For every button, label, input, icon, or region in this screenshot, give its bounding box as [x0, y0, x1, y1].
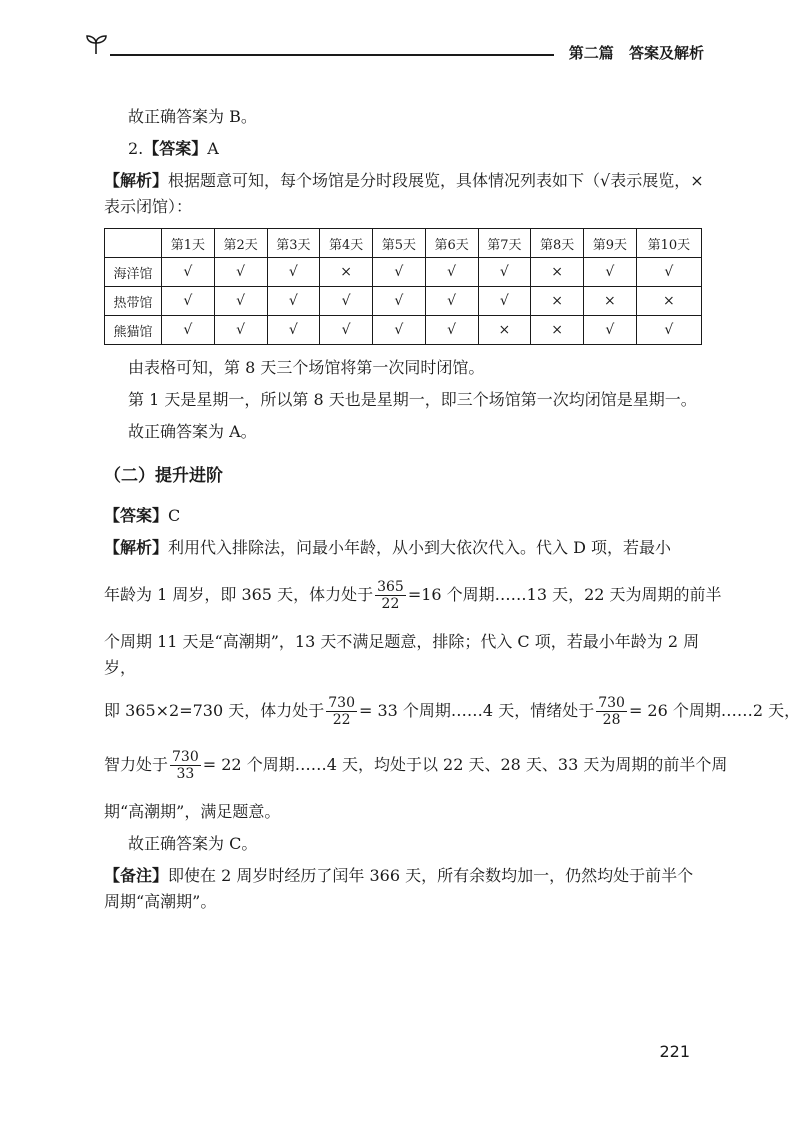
s2-conclusion: 故正确答案为 C。: [128, 834, 258, 853]
table-cell: √: [214, 316, 267, 345]
q2-answer-line: [104, 136, 704, 162]
q2-answer-value: A: [207, 139, 219, 158]
q2-analysis: [104, 168, 704, 220]
table-corner-cell: [105, 229, 162, 258]
text-run: 即 365×2=730 天，体力处于: [104, 701, 325, 720]
text-run: =16 个周期……13 天，22 天为周期的前半: [407, 585, 722, 604]
fraction-numerator: 730: [598, 695, 625, 711]
table-cell: ×: [636, 287, 701, 316]
s2-answer-tag: 【答案】: [104, 506, 169, 525]
column-header: 第9天: [584, 229, 637, 258]
text-run: 年龄为 1 周岁，即 365 天，体力处于: [104, 585, 374, 604]
column-header: 第5天: [373, 229, 426, 258]
header-title: 第二篇 答案及解析: [568, 44, 704, 62]
page-content: [104, 104, 800, 921]
s2-note: [104, 863, 704, 915]
s2-answer-value: C: [168, 506, 181, 525]
s2-analysis-tag: 【解析】: [104, 538, 169, 557]
table-cell: √: [214, 258, 267, 287]
table-cell: √: [162, 258, 215, 287]
q2-after-3: 故正确答案为 A。: [128, 422, 257, 441]
table-cell: √: [425, 258, 478, 287]
column-header: 第8天: [531, 229, 584, 258]
table-cell: √: [267, 316, 320, 345]
s2-answer-line: [104, 503, 704, 529]
table-cell: √: [636, 316, 701, 345]
table-cell: √: [320, 287, 373, 316]
table-cell: √: [584, 316, 637, 345]
column-header: 第4天: [320, 229, 373, 258]
fraction: [326, 695, 357, 728]
table-cell: ×: [320, 258, 373, 287]
q2-analysis-text: 根据题意可知，每个场馆是分时段展览，具体情况列表如下（√表示展览，× 表示闭馆）：: [104, 171, 704, 216]
fraction-numerator: 730: [328, 695, 355, 711]
table-cell: √: [267, 287, 320, 316]
table-cell: √: [214, 287, 267, 316]
header-rule: [110, 54, 554, 56]
column-header: 第2天: [214, 229, 267, 258]
q1-conclusion: 故正确答案为 B。: [128, 107, 257, 126]
table-cell: ×: [584, 287, 637, 316]
row-label: 海洋馆: [105, 258, 162, 287]
s2-note-tag: 【备注】: [104, 866, 169, 885]
q2-after-1: 由表格可知，第 8 天三个场馆将第一次同时闭馆。: [128, 358, 485, 377]
table-header-row: [105, 229, 702, 258]
q2-number: 2.: [128, 139, 144, 158]
table-cell: ×: [531, 258, 584, 287]
table-cell: √: [425, 316, 478, 345]
s2-analysis-intro-text: 利用代入排除法，问最小年龄，从小到大依次代入。代入 D 项，若最小: [168, 538, 672, 557]
column-header: 第7天: [478, 229, 531, 258]
table-cell: √: [478, 287, 531, 316]
page-header: [84, 30, 704, 70]
text-run: 智力处于: [104, 755, 169, 774]
fraction-denominator: 22: [332, 712, 351, 728]
s2-math-line-1: [104, 575, 722, 615]
q2-answer-tag: 【答案】: [143, 139, 208, 158]
table-row: [105, 287, 702, 316]
s2-math-line-4: [104, 745, 728, 785]
row-label: 热带馆: [105, 287, 162, 316]
table-cell: ×: [478, 316, 531, 345]
table-row: [105, 258, 702, 287]
table-cell: ×: [531, 316, 584, 345]
column-header: 第3天: [267, 229, 320, 258]
fraction: [375, 579, 406, 612]
q2-analysis-tag: 【解析】: [104, 171, 169, 190]
column-header: 第10天: [636, 229, 701, 258]
fraction: [170, 749, 201, 782]
fraction-numerator: 365: [377, 579, 404, 595]
s2-line-5: 期“高潮期”，满足题意。: [104, 802, 281, 821]
table-cell: √: [162, 287, 215, 316]
text-run: = 26 个周期……2 天，: [628, 701, 800, 720]
column-header: 第1天: [162, 229, 215, 258]
text-run: = 22 个周期……4 天，均处于以 22 天、28 天、33 天为周期的前半个周: [202, 755, 728, 774]
s2-note-text: 即使在 2 周岁时经历了闰年 366 天，所有余数均加一，仍然均处于前半个周期“高潮期”。: [104, 866, 694, 911]
table-cell: √: [267, 258, 320, 287]
table-cell: √: [478, 258, 531, 287]
table-cell: √: [162, 316, 215, 345]
fraction-denominator: 33: [176, 766, 195, 782]
table-cell: √: [425, 287, 478, 316]
table-row: [105, 316, 702, 345]
s2-line-2: 个周期 11 天是“高潮期”，13 天不满足题意，排除；代入 C 项，若最小年龄为 2 周岁，: [104, 632, 700, 677]
table-cell: √: [636, 258, 701, 287]
s2-analysis-intro: [104, 535, 704, 561]
q2-after-2: 第 1 天是星期一，所以第 8 天也是星期一，即三个场馆第一次均闭馆是星期一。: [128, 390, 697, 409]
table-cell: √: [373, 287, 426, 316]
fraction-denominator: 22: [381, 596, 400, 612]
column-header: 第6天: [425, 229, 478, 258]
fraction: [596, 695, 627, 728]
table-cell: √: [373, 316, 426, 345]
section-title: （二）提升进阶: [104, 466, 223, 486]
s2-math-line-3: [104, 691, 800, 731]
fraction-numerator: 730: [172, 749, 199, 765]
page-number: 221: [659, 1042, 690, 1061]
fraction-denominator: 28: [602, 712, 621, 728]
sprout-icon: [84, 34, 110, 56]
table-cell: √: [373, 258, 426, 287]
schedule-table: [104, 228, 702, 345]
row-label: 熊猫馆: [105, 316, 162, 345]
text-run: = 33 个周期……4 天，情绪处于: [358, 701, 595, 720]
table-cell: √: [320, 316, 373, 345]
table-cell: ×: [531, 287, 584, 316]
table-cell: √: [584, 258, 637, 287]
